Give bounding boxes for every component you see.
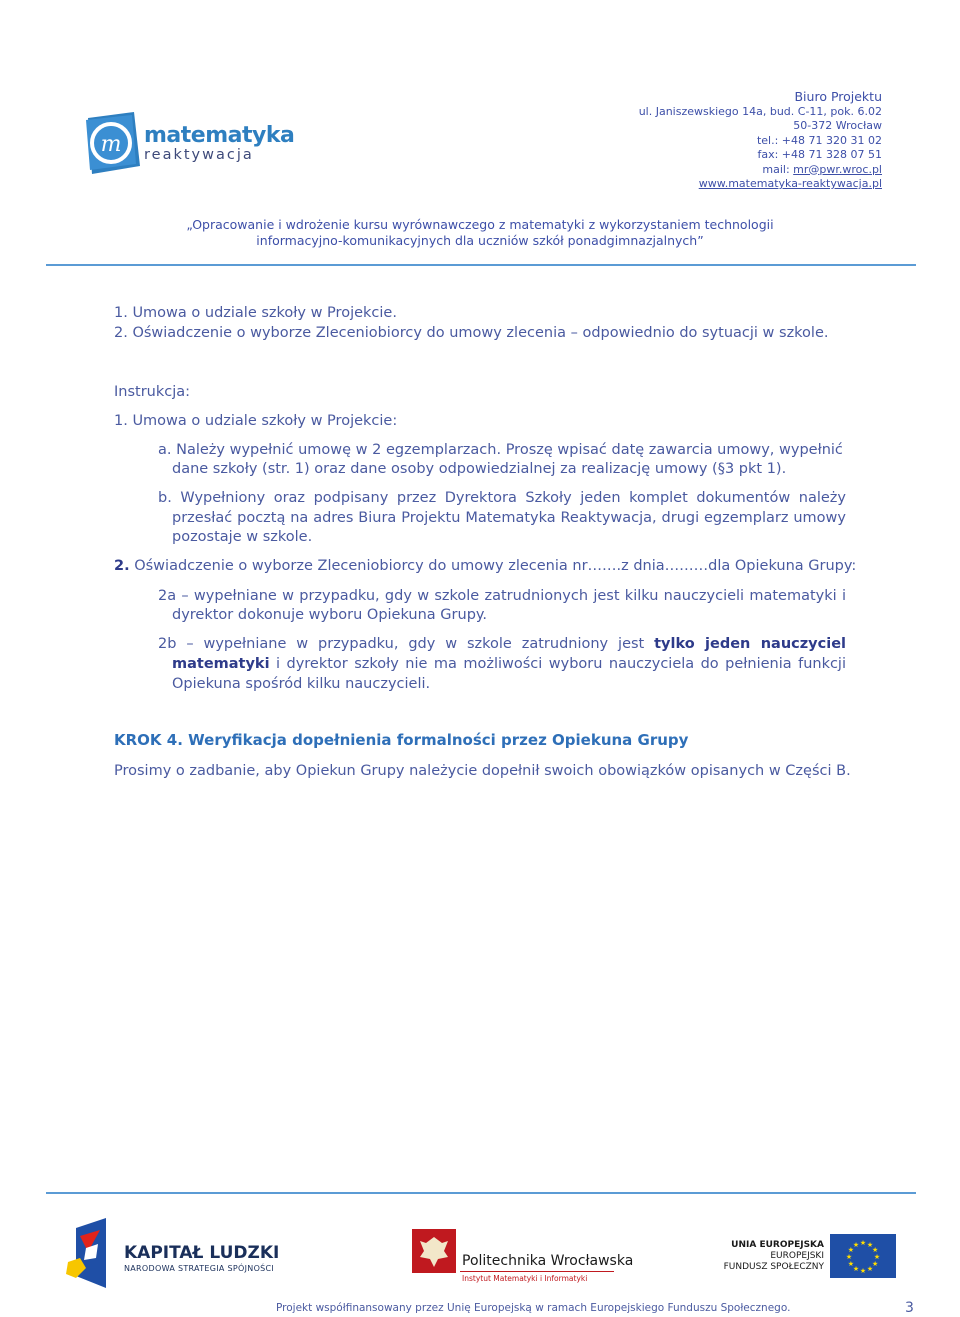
point-2b-line-1 xyxy=(158,634,846,654)
point-b-line-3: pozostaje w szkole. xyxy=(172,529,313,545)
point-a-line-2: dane szkoły (str. 1) oraz dane osoby odpowiedzialnej za realizację umowy (§3 pkt 1). xyxy=(172,461,787,477)
kapital-ludzki-title: KAPITAŁ LUDZKI xyxy=(124,1243,280,1263)
eu-star: ★ xyxy=(873,1253,881,1261)
step-4-title: Weryfikacja dopełnienia formalności przez Opiekuna Grupy xyxy=(182,731,689,749)
section-2-number: 2. xyxy=(114,558,130,574)
eu-star: ★ xyxy=(852,1240,860,1249)
logo-wordmark-reaktywacja: reaktywacja xyxy=(144,147,254,163)
eu-line-2: EUROPEJSKI xyxy=(770,1251,824,1261)
contact-block xyxy=(639,90,882,192)
eu-line-1: UNIA EUROPEJSKA xyxy=(731,1240,824,1250)
eu-star: ★ xyxy=(866,1265,874,1274)
eu-star: ★ xyxy=(866,1240,874,1249)
point-2b-line-2 xyxy=(172,654,846,674)
politechnika-name: Politechnika Wrocławska xyxy=(462,1253,634,1269)
email-link[interactable]: mr@pwr.wroc.pl xyxy=(793,162,882,176)
project-title-line-2: informacyjno-komunikacyjnych dla uczniów szkół ponadgimnazjalnych” xyxy=(256,233,704,248)
step-4-number: KROK 4. xyxy=(114,731,183,749)
point-2b-emphasis: tylko jeden nauczyciel xyxy=(654,636,846,652)
page-number: 3 xyxy=(905,1300,914,1316)
eu-star: ★ xyxy=(859,1239,867,1247)
logo-wordmark-matematyka: matematyka xyxy=(144,123,295,148)
closing-paragraph: Prosimy o zadbanie, aby Opiekun Grupy należycie dopełnił swoich obowiązków opisanych w Części B. xyxy=(114,763,851,779)
matematyka-reaktywacja-logo-mark xyxy=(84,112,140,174)
politechnika-eagle-emblem xyxy=(412,1229,456,1273)
project-title-line-1: „Opracowanie i wdrożenie kursu wyrównawczego z matematyki z wykorzystaniem technologii xyxy=(186,217,774,232)
eu-star: ★ xyxy=(859,1267,867,1275)
point-2b-text: 2b – wypełniane w przypadku, gdy w szkole zatrudniony jest xyxy=(158,636,655,652)
eu-star: ★ xyxy=(871,1246,879,1254)
point-2b-line-3: Opiekuna spośród kilku nauczycieli. xyxy=(172,676,431,692)
eu-text xyxy=(700,1240,824,1273)
header-divider xyxy=(46,264,916,266)
step-4-heading xyxy=(114,731,688,749)
instruction-item-1: 1. Umowa o udziale szkoły w Projekcie: xyxy=(114,413,398,429)
eu-star: ★ xyxy=(847,1260,855,1268)
point-b-line-2: przesłać pocztą na adres Biura Projektu Matematyka Reaktywacja, drugi egzemplarz umowy xyxy=(172,510,846,526)
section-2-heading xyxy=(114,556,856,576)
address-line-1: ul. Janiszewskiego 14a, bud. C-11, pok. 6.02 xyxy=(638,104,882,118)
politechnika-underline xyxy=(460,1271,614,1272)
office-name: Biuro Projektu xyxy=(794,89,882,104)
eu-star: ★ xyxy=(871,1260,879,1268)
eu-star: ★ xyxy=(852,1265,860,1274)
section-2-text: Oświadczenie o wyborze Zleceniobiorcy do umowy zlecenia nr…….z dnia………dla Opiekuna Grupy: xyxy=(129,558,857,574)
eu-star: ★ xyxy=(845,1253,853,1261)
footer-cofinancing-note: Projekt współfinansowany przez Unię Europejską w ramach Europejskiego Funduszu Społecznego. xyxy=(276,1302,791,1314)
point-b-line-1: b. Wypełniony oraz podpisany przez Dyrektora Szkoły jeden komplet dokumentów należy xyxy=(158,490,846,506)
point-a-line-1: a. Należy wypełnić umowę w 2 egzemplarzach. Proszę wpisać datę zawarcia umowy, wypełnić xyxy=(158,442,843,458)
fax: fax: +48 71 328 07 51 xyxy=(757,148,882,161)
kapital-ludzki-subtitle: NARODOWA STRATEGIA SPÓJNOŚCI xyxy=(124,1264,275,1273)
point-2a-line-1: 2a – wypełniane w przypadku, gdy w szkole zatrudnionych jest kilku nauczycieli matematyki i xyxy=(158,588,846,604)
kapital-ludzki-emblem xyxy=(64,1218,112,1290)
phone: tel.: +48 71 320 31 02 xyxy=(756,133,882,147)
email-label: mail: xyxy=(762,162,794,176)
eu-flag-icon xyxy=(830,1234,896,1278)
list-item-2: 2. Oświadczenie o wyborze Zleceniobiorcy do umowy zlecenia – odpowiednio do sytuacji w szkole. xyxy=(114,325,829,341)
email-line xyxy=(639,163,882,178)
point-2b-text-2: i dyrektor szkoły nie ma możliwości wyboru nauczyciela do pełnienia funkcji xyxy=(269,656,846,672)
logo-letter: m xyxy=(100,132,122,157)
instruction-heading: Instrukcja: xyxy=(114,384,191,400)
point-2a-line-2: dyrektor dokonuje wyboru Opiekuna Grupy. xyxy=(172,607,488,623)
website-link[interactable]: www.matematyka-reaktywacja.pl xyxy=(698,177,882,190)
eu-line-3: FUNDUSZ SPOŁECZNY xyxy=(723,1262,824,1272)
eu-star: ★ xyxy=(847,1246,855,1254)
project-title xyxy=(0,217,960,249)
point-2b-emphasis-2: matematyki xyxy=(172,656,270,672)
footer-divider xyxy=(46,1192,916,1194)
politechnika-institute: Instytut Matematyki i Informatyki xyxy=(462,1274,588,1283)
list-item-1: 1. Umowa o udziale szkoły w Projekcie. xyxy=(114,305,397,321)
address-line-2: 50-372 Wrocław xyxy=(793,119,882,132)
